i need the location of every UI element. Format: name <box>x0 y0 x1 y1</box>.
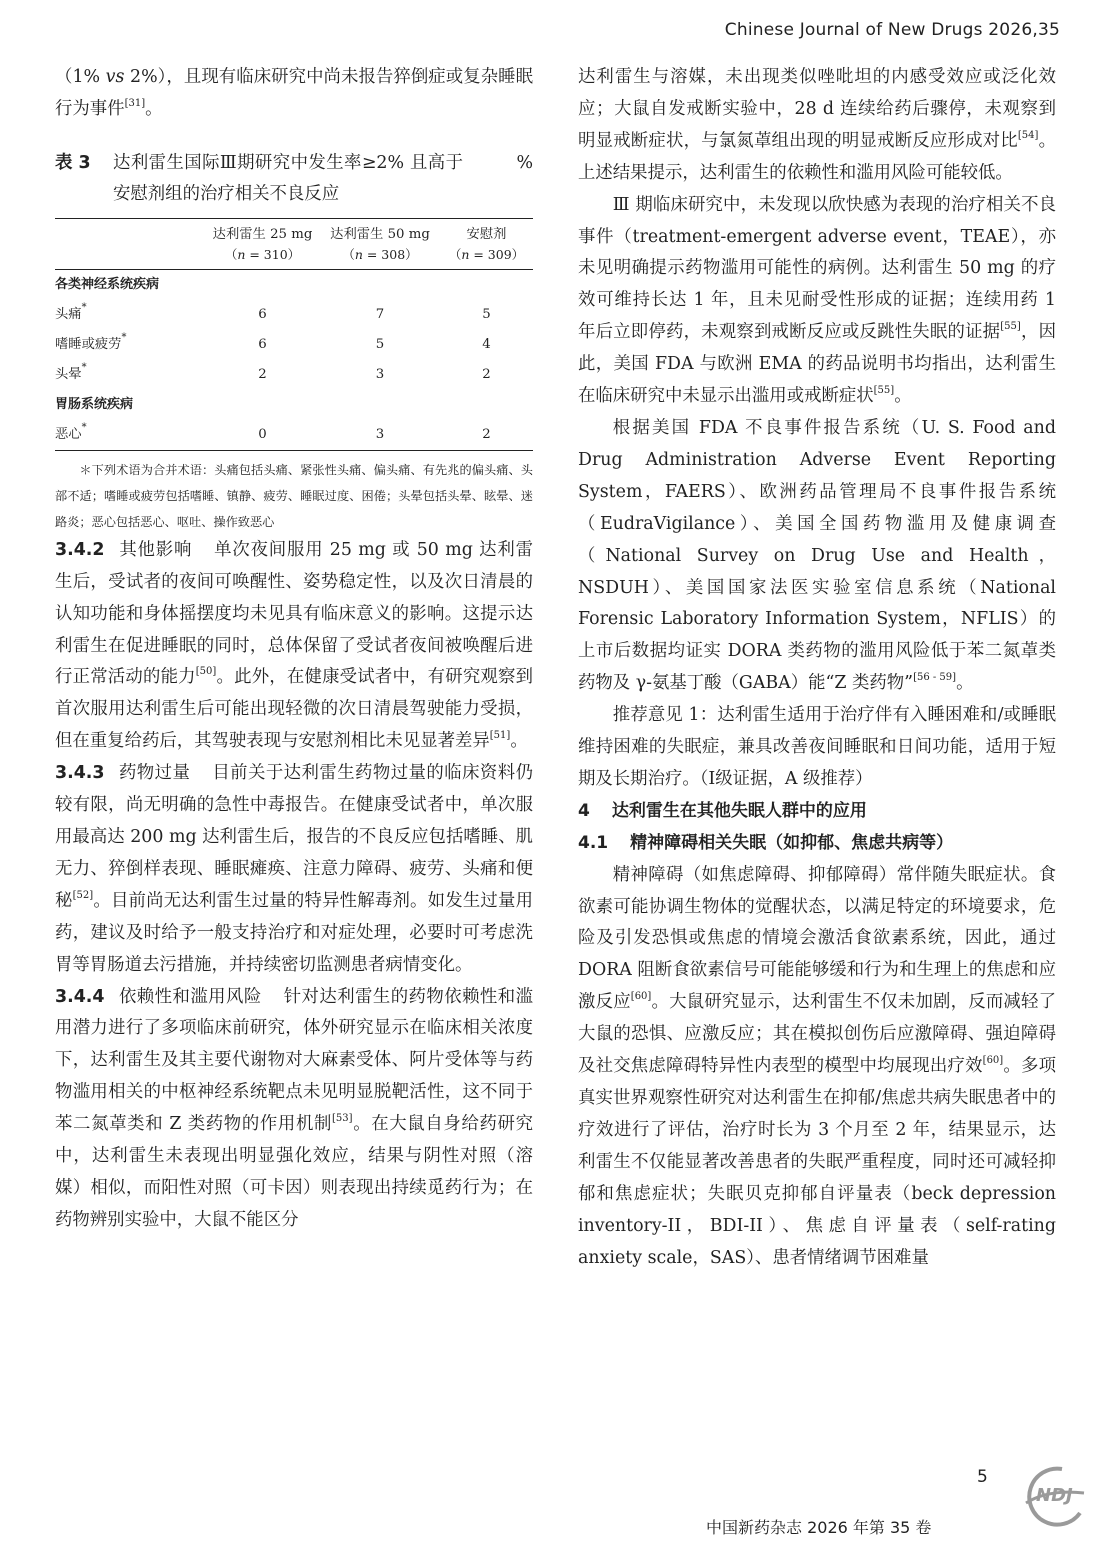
section-number: 3.4.3 <box>55 763 105 784</box>
citation: [52] <box>72 889 94 901</box>
section-4-1-heading <box>578 828 1056 860</box>
table-row: 恶心* 0 3 2 <box>55 420 533 451</box>
adverse-reactions-table <box>55 218 533 451</box>
citation: [53] <box>332 1113 353 1125</box>
table-header-row <box>55 218 533 269</box>
citation: [54] <box>1017 129 1039 141</box>
paragraph-dependence-continued: 达利雷生与溶媒，未出现类似唑吡坦的内感受效应或泛化效应；大鼠自发戒断实验中，28 d 连续给药后骤停，未观察到明显戒断症状，与氯氮䓬组出现的明显戒断反应形成对比[54]。上述结果提示，达利雷生的依赖性和滥用风险可能较低。 <box>578 67 1056 183</box>
section-4-heading <box>578 796 1056 828</box>
table-3 <box>55 148 533 535</box>
table-label: 表 3 <box>55 152 91 173</box>
table-header-daridorexant-50: 达利雷生 50 mg （n = 308） <box>320 218 440 269</box>
section-number: 3.4.4 <box>55 986 105 1007</box>
section-title: 精神障碍相关失眠（如抑郁、焦虑共病等） <box>630 832 954 853</box>
citation: [31] <box>124 97 146 109</box>
table-footnote: ＊下列术语为合并术语：头痛包括头痛、紧张性头痛、偏头痛、有先兆的偏头痛、头部不适；嗜睡或疲劳包括嗜睡、镇静、疲劳、睡眠过度、困倦；头晕包括头晕、眩晕、迷路炎；恶心包括恶心、呕吐、操作致恶心 <box>55 462 533 529</box>
journal-running-header: Chinese Journal of New Drugs 2026,35 <box>724 20 1060 40</box>
section-number: 3.4.2 <box>55 539 105 560</box>
table-row: 头痛* 6 7 5 <box>55 301 491 322</box>
citation: [51] <box>489 730 511 742</box>
intro-paragraph-continued: （1% vs 2%），且现有临床研究中尚未报告猝倒症或复杂睡眠行为事件[31]。 <box>55 67 534 119</box>
section-title: 药物过量 <box>118 763 191 784</box>
table-unit: % <box>516 152 533 173</box>
citation: [60] <box>982 1055 1004 1067</box>
table-category-row: 胃肠系统疾病 <box>55 396 134 412</box>
table-header-placebo: 安慰剂 （n = 309） <box>440 218 533 269</box>
section-title: 其他影响 <box>118 539 193 560</box>
table-caption <box>55 148 533 210</box>
table-category-row: 各类神经系统疾病 <box>55 276 160 292</box>
footer-journal-name: 中国新药杂志 2026 年第 35 卷 <box>706 1518 932 1537</box>
citation: [56 - 59] <box>913 672 957 684</box>
journal-logo-icon <box>1018 1463 1088 1529</box>
recommendation-1: 推荐意见 1：达利雷生适用于治疗伴有入睡困难和/或睡眠维持困难的失眠症，兼具改善夜间睡眠和日间功能，适用于短期及长期治疗。（Ⅰ级证据，A 级推荐） <box>578 705 1056 789</box>
citation: [55] <box>1000 321 1021 333</box>
table-header-daridorexant-25: 达利雷生 25 mg （n = 310） <box>205 218 320 269</box>
paragraph-psychiatric-insomnia: 精神障碍（如焦虑障碍、抑郁障碍）常伴随失眠症状。食欲素可能协调生物体的觉醒状态，以满足特定的环境要求，危险及引发恐惧或焦虑的情境会激活食欲素系统，因此，通过 DORA 阻断食欲素信号可能能够缓和行为和生理上的焦虑和应激反应[60]。大鼠研究显示，达利雷生不仅未加剧，反而减轻了大鼠的恐惧、应激反应；其在模拟创伤后应激障碍、强迫障碍及社交焦虑障碍特异性内表型的模型中均展现出疗效[60]。多项真实世界观察性研究对达利雷生在抑郁/焦虑共病失眠患者中的疗效进行了评估，治疗时长为 3 个月至 2 年，结果显示，达利雷生不仅能显著改善患者的失眠严重程度，同时还可减轻抑郁和焦虑症状；失眠贝克抑郁自评量表（beck depression inventory-II，BDI-II）、焦虑自评量表（self-rating anxiety scale，SAS）、患者情绪调节困难量 <box>578 864 1056 1268</box>
table-row: 嗜睡或疲劳* 6 5 4 <box>55 331 491 352</box>
table-header-empty <box>55 218 205 269</box>
paragraph-phase3-abuse: Ⅲ 期临床研究中，未发现以欣快感为表现的治疗相关不良事件（treatment-emergent adverse event，TEAE），亦未见明确提示药物滥用可能性的病例。达利雷生 50 mg 的疗效可维持长达 1 年，且未见耐受性形成的证据；连续用药 1 年后立即停药，未观察到戒断反应或反跳性失眠的证据[55]，因此，美国 FDA 与欧洲 EMA 的药品说明书均指出，达利雷生在临床研究中未显示出滥用或戒断症状[55]。 <box>578 194 1056 407</box>
table-row: 头晕* 2 3 2 <box>55 361 491 382</box>
citation: [50] <box>195 666 217 678</box>
page-number: 5 <box>977 1467 988 1487</box>
citation: [55] <box>873 385 895 397</box>
section-title: 依赖性和滥用风险 <box>118 986 262 1007</box>
section-3-4-2: 3.4.2 其他影响 单次夜间服用 25 mg 或 50 mg 达利雷生后，受试者的夜间可唤醒性、姿势稳定性，以及次日清晨的认知功能和身体摇摆度均未见具有临床意义的影响。这提示达利雷生在促进睡眠的同时，总体保留了受试者夜间被唤醒后进行正常活动的能力[50]。此外，在健康受试者中，有研究观察到首次服用达利雷生后可能出现轻微的次日清晨驾驶能力受损，但在重复给药后，其驾驶表现与安慰剂相比未见显著差异[51]。 <box>55 539 533 752</box>
citation: [60] <box>630 991 652 1003</box>
section-title: 达利雷生在其他失眠人群中的应用 <box>611 800 867 821</box>
svg-text:NDJ: NDJ <box>1036 1485 1073 1506</box>
table-title: 达利雷生国际Ⅲ期研究中发生率≥2% 且高于安慰剂组的治疗相关不良反应 <box>113 152 463 204</box>
section-number: 4 <box>578 800 590 821</box>
left-column <box>55 62 533 1237</box>
section-number: 4.1 <box>578 832 609 853</box>
paragraph-postmarketing-data: 根据美国 FDA 不良事件报告系统（U. S. Food and Drug Administration Adverse Event Reporting System，FAERS）、欧洲药品管理局不良事件报告系统（EudraVigilance）、美国全国药物滥用及健康调查（National Survey on Drug Use and Health，NSDUH）、美国国家法医实验室信息系统（National Forensic Laboratory Information System，NFLIS）的上市后数据均证实 DORA 类药物的滥用风险低于苯二氮䓬类药物及 γ-氨基丁酸（GABA）能“Z 类药物”[56 - 59]。 <box>578 417 1056 694</box>
right-column <box>578 62 1056 1274</box>
section-3-4-3: 3.4.3 药物过量 目前关于达利雷生药物过量的临床资料仍较有限，尚无明确的急性中毒报告。在健康受试者中，单次服用最高达 200 mg 达利雷生后，报告的不良反应包括嗜睡、肌无力、猝倒样表现、睡眠瘫痪、注意力障碍、疲劳、头痛和便秘[52]。目前尚无达利雷生过量的特异性解毒剂。如发生过量用药，建议及时给予一般支持治疗和对症处理，必要时可考虑洗胃等胃肠道去污措施，并持续密切监测患者病情变化。 <box>55 763 533 975</box>
section-3-4-4: 3.4.4 依赖性和滥用风险 针对达利雷生的药物依赖性和滥用潜力进行了多项临床前研究，体外研究显示在临床相关浓度下，达利雷生及其主要代谢物对大麻素受体、阿片受体等与药物滥用相关的中枢神经系统靶点未见明显脱靶活性，这不同于苯二氮䓬类和 Z 类药物的作用机制[53]。在大鼠自身给药研究中，达利雷生未表现出明显强化效应，结果与阴性对照（溶媒）相似，而阳性对照（可卡因）则表现出持续觅药行为；在药物辨别实验中，大鼠不能区分 <box>55 986 533 1230</box>
